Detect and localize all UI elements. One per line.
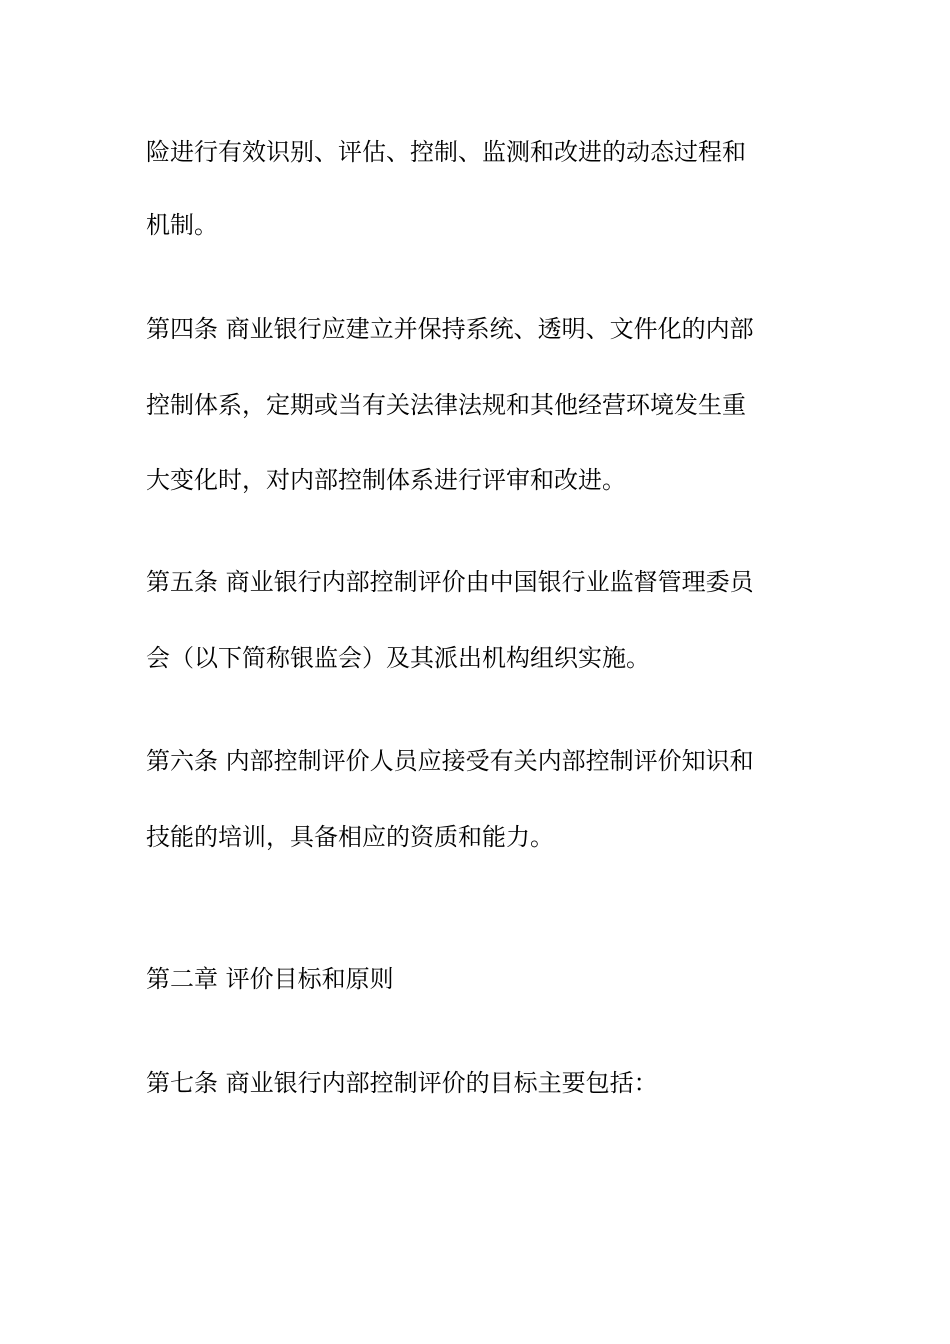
text-line: 会（以下简称银监会）及其派出机构组织实施。 <box>146 644 650 672</box>
text-line: 险进行有效识别、评估、控制、监测和改进的动态过程和 <box>146 138 746 166</box>
article-5-line: 第五条 商业银行内部控制评价由中国银行业监督管理委员 <box>146 568 754 596</box>
chapter-heading: 第二章 评价目标和原则 <box>146 965 394 993</box>
text-line: 技能的培训，具备相应的资质和能力。 <box>146 823 554 851</box>
article-6-line: 第六条 内部控制评价人员应接受有关内部控制评价知识和 <box>146 747 754 775</box>
text-line: 控制体系，定期或当有关法律法规和其他经营环境发生重 <box>146 391 746 419</box>
text-line: 大变化时，对内部控制体系进行评审和改进。 <box>146 466 626 494</box>
article-7-line: 第七条 商业银行内部控制评价的目标主要包括： <box>146 1069 658 1097</box>
article-4-line: 第四条 商业银行应建立并保持系统、透明、文件化的内部 <box>146 315 754 343</box>
text-line: 机制。 <box>146 211 218 239</box>
